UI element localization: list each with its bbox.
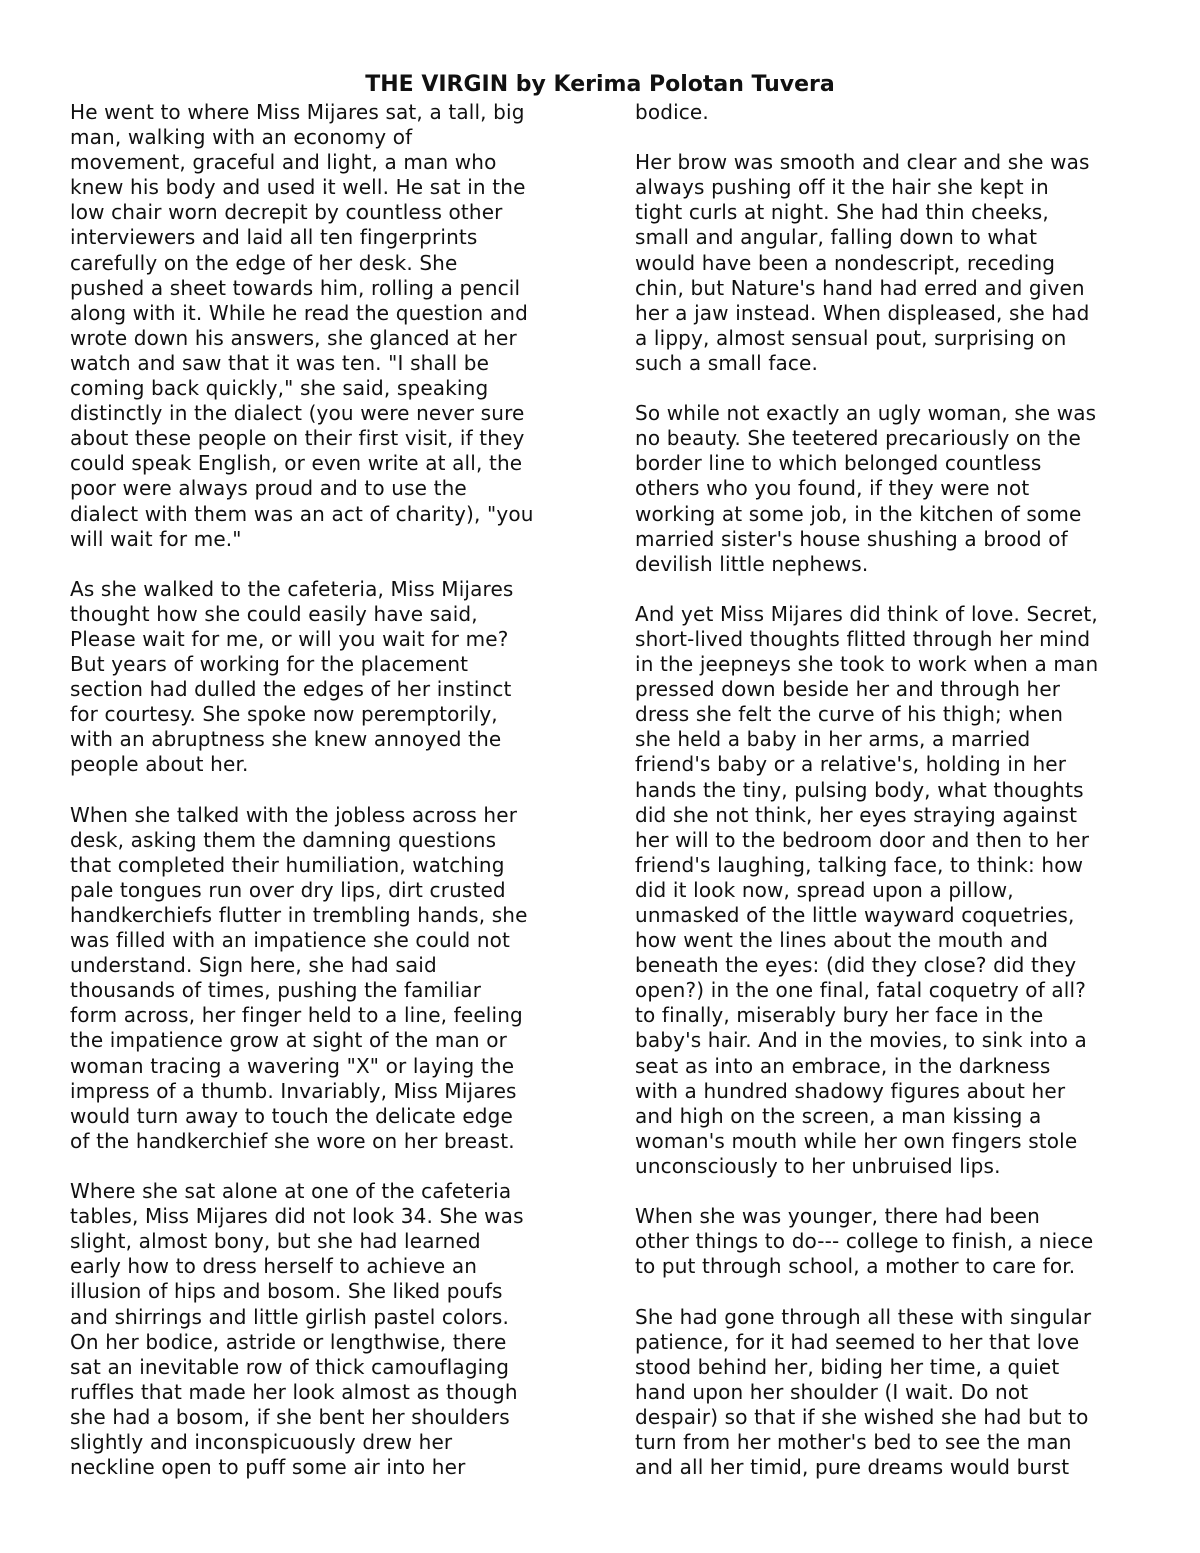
paragraph: She had gone through all these with singular patience, for it had seemed to her that love stood behind her, biding her time, a quiet hand upon her shoulder (I wait. Do not despair) so that if she wished she had but to turn from her mother's bed to see the man and all her timid, pure dreams would burst: [635, 1304, 1092, 1480]
paragraph: When she was younger, there had been other things to do--- college to finish, a niece to put through school, a mother to care for.: [635, 1204, 1094, 1279]
paragraph: He went to where Miss Mijares sat, a tall, big man, walking with an economy of movement, graceful and light, a man who knew his body and used it well. He sat in the low chair worn decrepit by countless other interviewers and laid all ten fingerprints carefully on the edge of her desk. She pushed a sheet towards him, rolling a pencil along with it. While he read the question and wrote down his answers, she glanced at her watch and saw that it was ten. "I shall be coming back quickly," she said, speaking distinctly in the dialect (you were never sure about these people on their first visit, if they could speak English, or even write at all, the poor were always proud and to use the dialect with them was an act of charity), "you will wait for me.": [70, 100, 534, 551]
paragraph: bodice.: [635, 100, 709, 124]
paragraph: Where she sat alone at one of the cafeteria tables, Miss Mijares did not look 34. She was slight, almost bony, but she had learned early how to dress herself to achieve an illusion of hips and bosom. She liked poufs and shirrings and little girlish pastel colors. On her bodice, astride or lengthwise, there sat an inevitable row of thick camouflaging ruffles that made her look almost as though she had a bosom, if she bent her shoulders slightly and inconspicuously drew her neckline open to puff some air into her: [70, 1179, 524, 1480]
left-column: [70, 100, 580, 1505]
right-column: [635, 100, 1135, 1505]
paragraph: So while not exactly an ugly woman, she was no beauty. She teetered precariously on the border line to which belonged countless others who you found, if they were not working at some job, in the kitchen of some married sister's house shushing a brood of devilish little nephews.: [635, 401, 1097, 576]
paragraph: When she talked with the jobless across her desk, asking them the damning questions that completed their humiliation, watching pale tongues run over dry lips, dirt crusted handkerchiefs flutter in trembling hands, she was filled with an impatience she could not understand. Sign here, she had said thousands of times, pushing the familiar form across, her finger held to a line, feeling the impatience grow at sight of the man or woman tracing a wavering "X" or laying the impress of a thumb. Invariably, Miss Mijares would turn away to touch the delicate edge of the handkerchief she wore on her breast.: [70, 802, 528, 1153]
document-title: THE VIRGIN by Kerima Polotan Tuvera: [365, 72, 835, 97]
paragraph: As she walked to the cafeteria, Miss Mijares thought how she could easily have said, Please wait for me, or will you wait for me? But years of working for the placement section had dulled the edges of her instinct for courtesy. She spoke now peremptorily, with an abruptness she knew annoyed the people about her.: [70, 576, 514, 777]
paragraph: And yet Miss Mijares did think of love. Secret, short-lived thoughts flitted through her mind in the jeepneys she took to work when a man pressed down beside her and through her dress she felt the curve of his thigh; when she held a baby in her arms, a married friend's baby or a relative's, holding in her hands the tiny, pulsing body, what thoughts did she not think, her eyes straying against her will to the bedroom door and then to her friend's laughing, talking face, to think: how did it look now, spread upon a pillow, unmasked of the little wayward coquetries, how went the lines about the mouth and beneath the eyes: (did they close? did they open?) in the one final, fatal coquetry of all? to finally, miserably bury her face in the baby's hair. And in the movies, to sink into a seat as into an embrace, in the darkness with a hundred shadowy figures about her and high on the screen, a man kissing a woman's mouth while her own fingers stole unconsciously to her unbruised lips.: [635, 601, 1099, 1178]
paragraph: Her brow was smooth and clear and she was always pushing off it the hair she kept in tight curls at night. She had thin cheeks, small and angular, falling down to what would have been a nondescript, receding chin, but Nature's hand had erred and given her a jaw instead. When displeased, she had a lippy, almost sensual pout, surprising on such a small face.: [635, 150, 1090, 375]
